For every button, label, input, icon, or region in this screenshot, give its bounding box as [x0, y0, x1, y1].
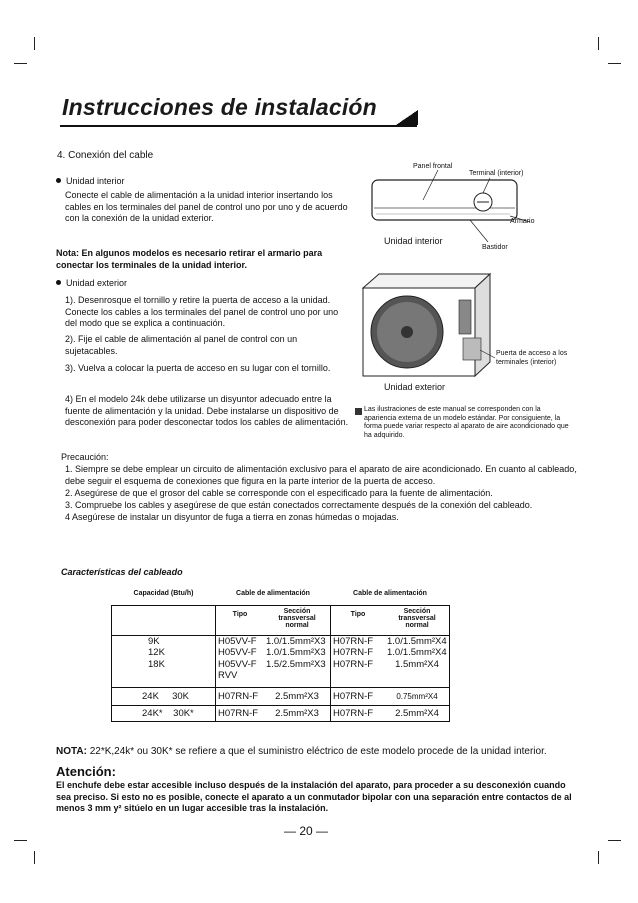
outdoor-bullet — [56, 278, 356, 290]
label-puerta-acceso: Puerta de acceso a los terminales (interior) — [496, 350, 568, 366]
label-bastidor: Bastidor — [482, 244, 508, 251]
page-number — [284, 824, 328, 838]
label-panel-frontal: Panel frontal — [413, 163, 453, 170]
tipo1-9k: H05VV-F — [216, 635, 265, 647]
capacity-9k: 9K — [112, 635, 216, 647]
indoor-text: Conecte el cable de alimentación a la unidad interior insertando los cables en los terminales del panel de control uno por uno y de acuerdo con la conexión de la unidad exterior. — [65, 190, 348, 223]
precaution-item-2: 2. Asegúrese de que el grosor del cable se corresponde con el especificado para la fuente de alimentación. — [65, 488, 493, 498]
bullet-icon — [56, 178, 61, 183]
seccion1-24k-30k: 2.5mm²X3 — [264, 687, 331, 705]
precaution-item-3: 3. Compruebe los cables y asegúrese de que están conectados correctamente después de la conexión del cableado. — [65, 500, 533, 510]
label-armario: Armario — [510, 218, 535, 225]
col-power-2: Cable de alimentación — [331, 587, 450, 605]
col-capacity: Capacidad (Btu/h) — [112, 587, 216, 605]
crop-mark — [14, 63, 27, 64]
tipo2-24k-30k-star: H07RN-F — [331, 705, 386, 721]
crop-mark — [34, 37, 35, 50]
crop-mark — [598, 37, 599, 50]
label-terminal: Terminal (interior) — [469, 170, 524, 177]
seccion2-12k: 1.0/1.5mm²X4 — [385, 647, 450, 659]
section-heading: 4. Conexión del cable — [57, 150, 154, 161]
outdoor-label: Unidad exterior — [66, 278, 128, 288]
bullet-icon — [56, 280, 61, 285]
page-title: Instrucciones de instalación — [62, 94, 377, 120]
sub-seccion-2: Sección transversal normal — [385, 605, 450, 635]
wiring-table — [111, 587, 450, 722]
wiring-heading: Características del cableado — [61, 567, 183, 577]
capacity-24k-30k-star: 24K* 30K* — [112, 705, 216, 721]
indoor-caption: Unidad interior — [384, 236, 443, 246]
sub-tipo-1: Tipo — [216, 605, 265, 635]
attention-heading: Atención: — [56, 764, 116, 779]
page-number-value: 20 — [299, 824, 313, 838]
precaution-item-4: 4 Asegúrese de instalar un disyuntor de fuga a tierra en zonas húmedas o mojadas. — [65, 512, 399, 522]
step-2: 2). Fije el cable de alimentación al panel de control con un sujetacables. — [65, 334, 298, 356]
col-power-1: Cable de alimentación — [216, 587, 331, 605]
nota-text: 22*K,24k* ou 30K* se refiere a que el suministro eléctrico de este modelo procede de la unidad interior. — [86, 746, 547, 757]
seccion1-12k: 1.0/1.5mm²X3 — [266, 647, 326, 658]
capacity-18k: 18K — [112, 659, 216, 687]
step-3: 3). Vuelva a colocar la puerta de acceso en su lugar con el tornillo. — [65, 363, 331, 373]
step-4: 4) En el modelo 24k debe utilizarse un disyuntor adecuado entre la fuente de alimentación y la unidad. Debe instalarse un dispositivo de desconexión para poder desconectar todos los cables de alimentación. — [65, 394, 349, 427]
tipo1-24k-30k: H07RN-F — [216, 687, 265, 705]
seccion1-9k: 1.0/1.5mm²X3 — [264, 635, 331, 647]
seccion1-24k-30k-star: 2.5mm²X3 — [264, 705, 331, 721]
crop-mark — [608, 63, 621, 64]
seccion2-18k: 1.5mm²X4 — [385, 659, 450, 687]
title-underline — [60, 125, 417, 127]
tipo1-24k-30k-star: H07RN-F — [216, 705, 265, 721]
sub-tipo-2: Tipo — [331, 605, 386, 635]
seccion2-9k: 1.0/1.5mm²X4 — [385, 635, 450, 647]
step-1: 1). Desenrosque el tornillo y retire la puerta de acceso a la unidad. Conecte los cables a los terminales del panel de control uno por uno del modo que se explica a continuación. — [65, 295, 339, 328]
capacity-24k-30k: 24K 30K — [112, 687, 216, 705]
tipo2-12k: H07RN-F — [331, 647, 386, 659]
tipo2-24k-30k: H07RN-F — [331, 687, 386, 705]
outdoor-caption: Unidad exterior — [384, 382, 446, 392]
indoor-bullet — [56, 176, 356, 188]
sub-seccion-1: Sección transversal normal — [278, 607, 316, 629]
seccion1-18k: 1.5/2.5mm²X3 — [264, 659, 331, 687]
crop-mark — [14, 840, 27, 841]
outdoor-unit-illustration — [355, 266, 505, 381]
crop-mark — [598, 851, 599, 864]
precaution-heading: Precaución: — [61, 452, 109, 462]
precaution-item-1: 1. Siempre se debe emplear un circuito de alimentación exclusivo para el aparato de aire acondicionado. En cuanto al cableado, debe seguir el esquema de conexiones que figura en la parte interior de la puerta de acceso. — [65, 464, 577, 486]
note-icon — [355, 408, 362, 415]
capacity-12k: 12K — [112, 647, 216, 659]
nota-label: NOTA: — [56, 746, 87, 757]
nota-line — [56, 746, 547, 757]
seccion2-24k-30k-star: 2.5mm²X4 — [385, 705, 450, 721]
tipo1-18k: H05VV-F RVV — [216, 659, 265, 687]
dash-left: — — [284, 824, 300, 838]
illustration-note: Las ilustraciones de este manual se corresponden con la apariencia externa de un modelo estándar. Por consiguiente, la forma puede variar respecto al aparato de aire acondicionado que ha adquirido. — [364, 406, 569, 439]
title-rule-wedge — [396, 110, 418, 125]
seccion2-24k-30k: 0.75mm²X4 — [385, 687, 450, 705]
indoor-label: Unidad interior — [66, 176, 125, 186]
crop-mark — [34, 851, 35, 864]
attention-text: El enchufe debe estar accesible incluso después de la instalación del aparato, para proceder a su desconexión cuando sea preciso. Si esto no es posible, conecte el aparato a un conmutador bipolar con una separación entre contactos de al menos 3 mm y² sitúelo en un lugar accesible tras la instalación. — [56, 780, 572, 813]
header-blank — [112, 605, 216, 635]
note-text: Nota: En algunos modelos es necesario retirar el armario para conectar los terminales de la unidad interior. — [56, 248, 323, 270]
tipo2-18k: H07RN-F — [331, 659, 386, 687]
crop-mark — [608, 840, 621, 841]
dash-right: — — [312, 824, 329, 838]
tipo1-12k: H05VV-F — [216, 647, 265, 659]
tipo2-9k: H07RN-F — [331, 635, 386, 647]
